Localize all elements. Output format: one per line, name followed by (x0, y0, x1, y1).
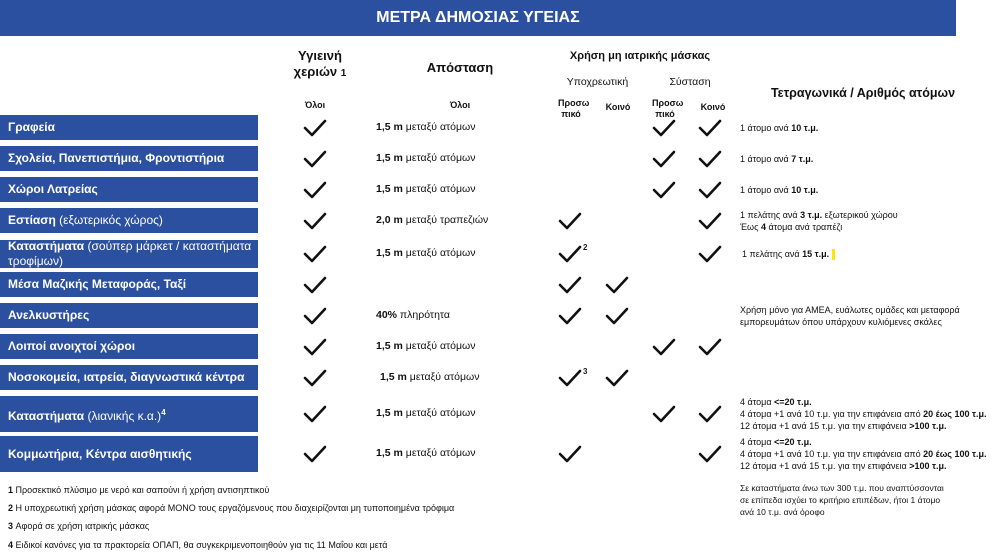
distance-amount: 1,5 m (380, 370, 407, 383)
col-mandatory-staff: Προσω πικό (558, 98, 590, 119)
area-capacity: 1 πελάτης ανά 15 τ.μ. (742, 248, 835, 260)
checkmark-icon (698, 212, 722, 230)
checkmark-icon (698, 338, 722, 356)
checkmark-icon (698, 245, 722, 263)
distance-unit: μεταξύ ατόμων (402, 339, 476, 352)
note-line: ανά 10 τ.μ. ανά όροφο (740, 507, 825, 517)
row-label (0, 365, 258, 390)
footnote-item (8, 485, 269, 495)
checkmark-icon (303, 212, 327, 230)
row-label-main: Ανελκυστήρες (8, 308, 90, 322)
footnote-item (8, 540, 387, 550)
area-capacity: 1 πελάτης ανά 3 τ.μ. εξωτερικού χώρου Έως 4 άτομα ανά τραπέζι (740, 209, 898, 232)
area-capacity: 1 άτομο ανά 10 τ.μ. (740, 122, 819, 133)
col-recommended-staff: Προσω πικό (652, 98, 684, 119)
row-label-text (8, 447, 192, 462)
row-label-text (8, 151, 224, 166)
checkmark-icon (698, 405, 722, 423)
checkmark-icon (558, 369, 582, 387)
col-mandatory-public: Κοινό (605, 102, 631, 112)
checkmark-icon (303, 119, 327, 137)
col-distance-sub: Όλοι (449, 100, 471, 110)
checkmark-icon (303, 369, 327, 387)
row-label-main: Καταστήματα (8, 239, 85, 253)
row-label (0, 115, 258, 140)
distance-value (376, 183, 476, 195)
checkmark-icon (303, 181, 327, 199)
row-label (0, 208, 258, 233)
area-capacity: 1 άτομο ανά 7 τ.μ. (740, 153, 814, 164)
distance-value (376, 247, 476, 259)
checkmark-icon (303, 307, 327, 325)
distance-amount: 1,5 m (376, 339, 403, 352)
distance-value (376, 340, 476, 352)
row-label-text (8, 370, 244, 385)
row-label-text (8, 120, 55, 135)
row-label-text (8, 182, 98, 197)
checkmark-footnote: 2 (583, 243, 588, 252)
distance-unit: μεταξύ ατόμων (402, 120, 476, 133)
area-capacity: Χρήση μόνο για ΑΜΕΑ, ευάλωτες ομάδες και μεταφορά εμπορευμάτων όπου υπάρχουν κυλιόμενες σκάλες (740, 304, 960, 327)
note-line: σε επίπεδα ισχύει το κριτήριο επιπέδων, ήτοι 1 άτομο (740, 495, 941, 505)
footnote-item (8, 521, 149, 531)
footnote-item (8, 503, 454, 513)
store-size-note (740, 482, 944, 518)
row-label-text (8, 213, 163, 228)
distance-amount: 1,5 m (376, 247, 403, 259)
distance-amount: 1,5 m (376, 447, 403, 459)
distance-value (380, 371, 480, 383)
col-mandatory-header: Υποχρεωτική (566, 76, 629, 88)
row-label-main: Χώροι Λατρείας (8, 182, 98, 196)
checkmark-icon (605, 307, 629, 325)
distance-unit: μεταξύ ατόμων (402, 447, 476, 459)
distance-amount: 1,5 m (376, 120, 403, 133)
footnote-number: 1 (8, 485, 16, 495)
col-hygiene-header: Υγιεινή χεριών 1 (293, 48, 347, 79)
distance-amount: 1,5 m (376, 182, 403, 195)
checkmark-icon (303, 338, 327, 356)
checkmark-icon (698, 119, 722, 137)
row-label (0, 334, 258, 359)
highlight-marker (832, 249, 835, 260)
footnote-text: Αφορά σε χρήση ιατρικής μάσκας (15, 521, 150, 531)
distance-amount: 2,0 m (376, 213, 403, 226)
row-label (0, 240, 258, 268)
distance-amount: 1,5 m (376, 151, 403, 164)
checkmark-icon (303, 445, 327, 463)
distance-value (376, 214, 488, 226)
distance-unit: μεταξύ ατόμων (402, 151, 476, 164)
row-label-footnote: 4 (161, 407, 166, 417)
distance-value (376, 152, 476, 164)
row-label-text (8, 239, 258, 269)
row-label-extra: (σούπερ μάρκετ / καταστήματα τροφίμων) (8, 239, 252, 268)
footnote-text: Προσεκτικό πλύσιμο με νερό και σαπούνι ή χρήση αντισηπτικού (15, 485, 270, 495)
checkmark-icon (558, 245, 582, 263)
distance-unit: μεταξύ τραπεζιών (402, 213, 489, 226)
distance-unit: μεταξύ ατόμων (406, 370, 480, 383)
row-label-main: Γραφεία (8, 120, 56, 134)
row-label-main: Εστίαση (8, 213, 56, 227)
col-recommended-public: Κοινό (700, 102, 726, 112)
checkmark-icon (558, 276, 582, 294)
row-label-text (8, 405, 166, 424)
checkmark-footnote: 3 (583, 366, 588, 376)
checkmark-icon (652, 150, 676, 168)
col-distance-header: Απόσταση (426, 60, 494, 75)
row-label-text (8, 339, 135, 354)
footnote-text: Ειδικοί κανόνες για τα πρακτορεία ΟΠΑΠ, θα συγκεκριμενοποιηθούν για τις 11 Μαΐου και μετά (15, 540, 388, 550)
distance-value (376, 407, 476, 419)
row-label-main: Μέσα Μαζικής Μεταφοράς, Ταξί (8, 277, 187, 291)
checkmark-icon (303, 245, 327, 263)
distance-value (376, 121, 476, 133)
row-label-main: Νοσοκομεία, ιατρεία, διαγνωστικά κέντρα (8, 370, 245, 384)
checkmark-icon (652, 405, 676, 423)
distance-amount: 40% (376, 308, 398, 321)
checkmark-icon (652, 181, 676, 199)
checkmark-icon (652, 338, 676, 356)
checkmark-icon (558, 212, 582, 230)
row-label-main: Λοιποί ανοιχτοί χώροι (8, 339, 136, 353)
page-title: ΜΕΤΡΑ ΔΗΜΟΣΙΑΣ ΥΓΕΙΑΣ (0, 0, 956, 36)
row-label (0, 396, 258, 432)
checkmark-icon (698, 181, 722, 199)
row-label-main: Κομμωτήρια, Κέντρα αισθητικής (8, 446, 192, 461)
area-capacity: 4 άτομα <=20 τ.μ. 4 άτομα +1 ανά 10 τ.μ. για την επιφάνεια από 20 έως 100 τ.μ. 12 άτομα +1 ανά 15 τ.μ. για την επιφάνεια >100 τ.μ. (740, 397, 987, 431)
row-label-extra: (λιανικής κ.α.) (84, 408, 162, 423)
checkmark-icon (558, 445, 582, 463)
checkmark-icon (303, 150, 327, 168)
row-label-main: Καταστήματα (8, 408, 85, 423)
distance-value (376, 309, 450, 321)
distance-unit: πληρότητα (397, 308, 450, 321)
checkmark-icon (652, 119, 676, 137)
col-hygiene-sub: Όλοι (304, 100, 326, 110)
row-label (0, 436, 258, 472)
area-capacity: 4 άτομα <=20 τ.μ. 4 άτομα +1 ανά 10 τ.μ. για την επιφάνεια από 20 έως 100 τ.μ. 12 άτομα +1 ανά 15 τ.μ. για την επιφάνεια >100 τ.μ. (740, 437, 987, 471)
row-label-text (8, 277, 186, 292)
row-label (0, 146, 258, 171)
footnote-text: Η υποχρεωτική χρήση μάσκας αφορά ΜΟΝΟ τους εργαζόμενους που διαχειρίζονται μη τυποποιημένα τρόφιμα (15, 503, 455, 513)
area-capacity: 1 άτομο ανά 10 τ.μ. (740, 184, 819, 195)
row-label (0, 303, 258, 328)
checkmark-icon (698, 150, 722, 168)
distance-unit: μεταξύ ατόμων (402, 182, 476, 195)
distance-unit: μεταξύ ατόμων (402, 407, 476, 419)
distance-unit: μεταξύ ατόμων (402, 247, 476, 259)
footnote-number: 2 (8, 503, 16, 513)
checkmark-icon (698, 445, 722, 463)
col-recommended-header: Σύσταση (669, 76, 711, 88)
note-line: Σε καταστήματα άνω των 300 τ.μ. που αναπτύσσονται (740, 483, 944, 493)
checkmark-icon (303, 405, 327, 423)
footnote-number: 3 (8, 521, 16, 531)
footnote-number: 4 (8, 540, 16, 550)
col-area-header: Τετραγωνικά / Αριθμός ατόμων (770, 86, 956, 100)
row-label-text (8, 308, 89, 323)
checkmark-icon (605, 369, 629, 387)
checkmark-icon (605, 276, 629, 294)
row-label (0, 272, 258, 297)
row-label-extra: (εξωτερικός χώρος) (55, 213, 163, 227)
checkmark-icon (558, 307, 582, 325)
col-mask-header: Χρήση μη ιατρικής μάσκας (569, 50, 711, 62)
row-label-main: Σχολεία, Πανεπιστήμια, Φροντιστήρια (8, 151, 225, 165)
checkmark-icon (303, 276, 327, 294)
distance-value (376, 447, 476, 459)
distance-amount: 1,5 m (376, 407, 403, 419)
row-label (0, 177, 258, 202)
